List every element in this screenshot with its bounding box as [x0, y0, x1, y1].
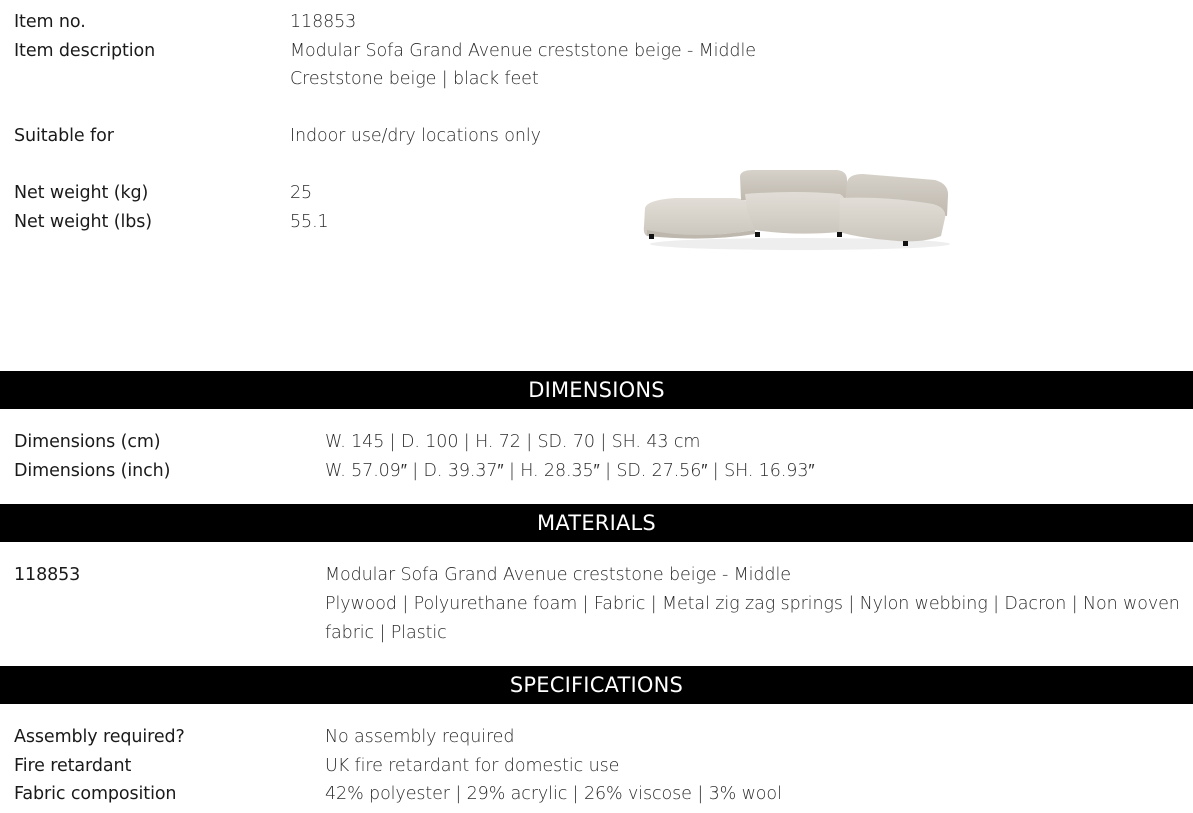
- materials-row: [14, 561, 1193, 590]
- net-weight-lbs-row: [14, 212, 1193, 232]
- assembly-row: [14, 723, 1193, 752]
- item-no-row: [14, 12, 1193, 32]
- net-weight-kg-value: 25: [290, 183, 313, 203]
- materials-row-2: [14, 590, 1193, 647]
- dimensions-inch-label: Dimensions (inch): [14, 461, 171, 481]
- item-no-value: 118853: [290, 12, 357, 32]
- fabric-composition-row: [14, 780, 1193, 809]
- item-description-line2: Creststone beige | black feet: [290, 69, 539, 89]
- item-description-row: [14, 41, 1193, 61]
- suitable-for-value: Indoor use/dry locations only: [290, 126, 541, 146]
- item-description-line1: Modular Sofa Grand Avenue creststone beige - Middle: [290, 41, 756, 61]
- specifications-heading: SPECIFICATIONS: [0, 666, 1193, 704]
- assembly-label: Assembly required?: [14, 727, 185, 747]
- fire-retardant-row: [14, 752, 1193, 781]
- materials-item-label: 118853: [14, 565, 81, 585]
- net-weight-lbs-value: 55.1: [290, 212, 329, 232]
- net-weight-lbs-label: Net weight (lbs): [14, 212, 152, 232]
- fabric-composition-value: 42% polyester | 29% acrylic | 26% viscose | 3% wool: [325, 784, 782, 804]
- suitable-for-row: [14, 126, 1193, 146]
- dimensions-cm-label: Dimensions (cm): [14, 432, 161, 452]
- item-description-row-2: [14, 69, 1193, 89]
- dimensions-heading: DIMENSIONS: [0, 371, 1193, 409]
- dimensions-inch-value: W. 57.09″ | D. 39.37″ | H. 28.35″ | SD. 27.56″ | SH. 16.93″: [325, 461, 815, 481]
- net-weight-kg-row: [14, 183, 1193, 203]
- fire-retardant-label: Fire retardant: [14, 756, 132, 776]
- suitable-for-label: Suitable for: [14, 126, 114, 146]
- dimensions-inch-row: [14, 457, 1193, 486]
- fire-retardant-value: UK fire retardant for domestic use: [325, 756, 620, 776]
- dimensions-cm-row: [14, 428, 1193, 457]
- materials-heading: MATERIALS: [0, 504, 1193, 542]
- materials-line2: Plywood | Polyurethane foam | Fabric | Metal zig zag springs | Nylon webbing | Dacron | Non woven fabric | Plastic: [325, 594, 1180, 643]
- item-description-label: Item description: [14, 41, 156, 61]
- item-no-label: Item no.: [14, 12, 86, 32]
- assembly-value: No assembly required: [325, 727, 515, 747]
- product-image-sofa: [635, 160, 955, 255]
- dimensions-cm-value: W. 145 | D. 100 | H. 72 | SD. 70 | SH. 43 cm: [325, 432, 701, 452]
- fabric-composition-label: Fabric composition: [14, 784, 177, 804]
- materials-line1: Modular Sofa Grand Avenue creststone beige - Middle: [325, 565, 791, 585]
- net-weight-kg-label: Net weight (kg): [14, 183, 149, 203]
